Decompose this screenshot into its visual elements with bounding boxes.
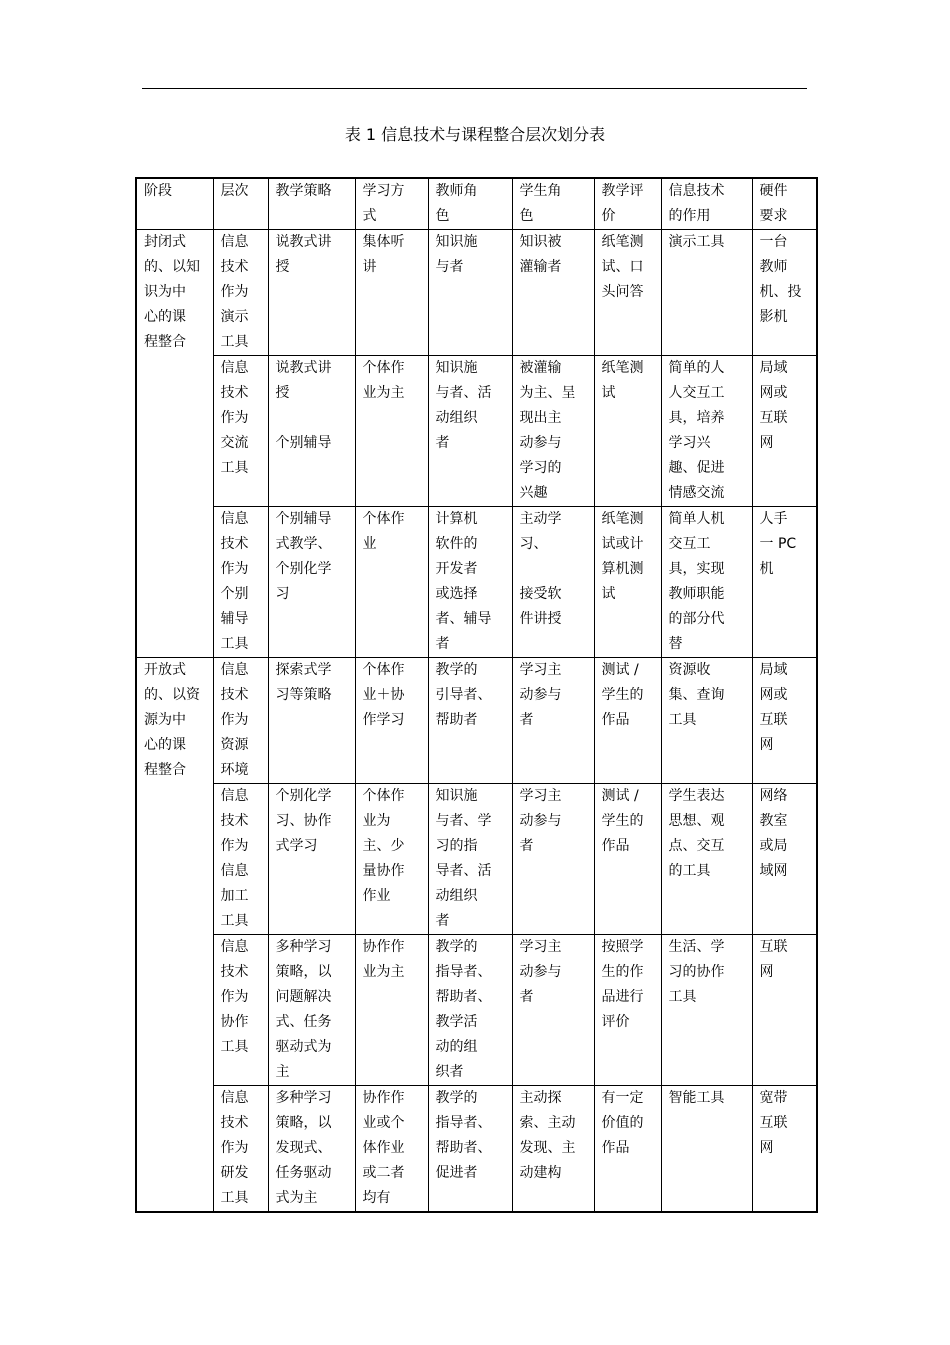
- table-cell: 教学的 引导者、 帮助者: [428, 658, 512, 784]
- table-cell: 信息 技术 作为 协作 工具: [213, 935, 268, 1086]
- header-row: [136, 178, 817, 230]
- table-cell: 多种学习 策略，以 问题解决 式、任务 驱动式为 主: [268, 935, 355, 1086]
- table-row: [136, 507, 817, 658]
- table-cell: 局域 网或 互联 网: [752, 658, 817, 784]
- column-header: 信息技术 的作用: [661, 178, 752, 230]
- table-cell: 按照学 生的作 品进行 评价: [594, 935, 661, 1086]
- table-cell: 知识施 与者: [428, 230, 512, 356]
- table-cell: 简单人机 交互工 具，实现 教师职能 的部分代 替: [661, 507, 752, 658]
- table-cell: 局域 网或 互联 网: [752, 356, 817, 507]
- table-cell: 资源收 集、查询 工具: [661, 658, 752, 784]
- table-row: [136, 658, 817, 784]
- table-cell: 学习主 动参与 者: [512, 784, 594, 935]
- table-cell: 说教式讲 授 个别辅导: [268, 356, 355, 507]
- table-cell: 集体听 讲: [355, 230, 428, 356]
- table-cell: 主动探 索、主动 发现、主 动建构: [512, 1086, 594, 1213]
- table-cell: 信息 技术 作为 演示 工具: [213, 230, 268, 356]
- table-cell: 学习主 动参与 者: [512, 935, 594, 1086]
- table-cell: 协作作 业或个 体作业 或二者 均有: [355, 1086, 428, 1213]
- table-cell: 一台 教师 机、投 影机: [752, 230, 817, 356]
- table-cell: 知识施 与者、学 习的指 导者、活 动组织 者: [428, 784, 512, 935]
- table-cell: 网络 教室 或局 域网: [752, 784, 817, 935]
- table-cell: 主动学 习、 接受软 件讲授: [512, 507, 594, 658]
- table-cell: 个体作 业为 主、少 量协作 作业: [355, 784, 428, 935]
- table-cell: 智能工具: [661, 1086, 752, 1213]
- table-cell: 生活、学 习的协作 工具: [661, 935, 752, 1086]
- column-header: 教学评 价: [594, 178, 661, 230]
- column-header: 教学策略: [268, 178, 355, 230]
- table-cell: 信息 技术 作为 信息 加工 工具: [213, 784, 268, 935]
- table-cell: 宽带 互联 网: [752, 1086, 817, 1213]
- table-cell: 信息 技术 作为 交流 工具: [213, 356, 268, 507]
- table-cell: 互联 网: [752, 935, 817, 1086]
- column-header: 阶段: [136, 178, 213, 230]
- table-cell: 信息 技术 作为 个别 辅导 工具: [213, 507, 268, 658]
- table-cell: 个别辅导 式教学、 个别化学 习: [268, 507, 355, 658]
- table-cell: 人手 一 PC 机: [752, 507, 817, 658]
- stage-cell: 封闭式 的、以知 识为中 心的课 程整合: [136, 230, 213, 658]
- table-row: [136, 935, 817, 1086]
- table-cell: 个体作 业: [355, 507, 428, 658]
- table-cell: 探索式学 习等策略: [268, 658, 355, 784]
- table-cell: 演示工具: [661, 230, 752, 356]
- table-cell: 说教式讲 授: [268, 230, 355, 356]
- table-row: [136, 1086, 817, 1213]
- table-cell: 简单的人 人交互工 具，培养 学习兴 趣、促进 情感交流: [661, 356, 752, 507]
- column-header: 学习方 式: [355, 178, 428, 230]
- column-header: 层次: [213, 178, 268, 230]
- table-cell: 有一定 价值的 作品: [594, 1086, 661, 1213]
- table-cell: 信息 技术 作为 研发 工具: [213, 1086, 268, 1213]
- table-row: [136, 230, 817, 356]
- table-cell: 测试 / 学生的 作品: [594, 784, 661, 935]
- table-cell: 教学的 指导者、 帮助者、 教学活 动的组 织者: [428, 935, 512, 1086]
- table-cell: 学习主 动参与 者: [512, 658, 594, 784]
- table-cell: 协作作 业为主: [355, 935, 428, 1086]
- table-cell: 知识施 与者、活 动组织 者: [428, 356, 512, 507]
- table-cell: 计算机 软件的 开发者 或选择 者、辅导 者: [428, 507, 512, 658]
- table-cell: 信息 技术 作为 资源 环境: [213, 658, 268, 784]
- table-cell: 测试 / 学生的 作品: [594, 658, 661, 784]
- table-cell: 知识被 灌输者: [512, 230, 594, 356]
- column-header: 学生角 色: [512, 178, 594, 230]
- table-cell: 纸笔测 试: [594, 356, 661, 507]
- column-header: 硬件 要求: [752, 178, 817, 230]
- table-cell: 纸笔测 试或计 算机测 试: [594, 507, 661, 658]
- table-cell: 教学的 指导者、 帮助者、 促进者: [428, 1086, 512, 1213]
- stage-cell: 开放式 的、以资 源为中 心的课 程整合: [136, 658, 213, 1213]
- table-cell: 个体作 业为主: [355, 356, 428, 507]
- table-cell: 纸笔测 试、口 头问答: [594, 230, 661, 356]
- table-cell: 个体作 业＋协 作学习: [355, 658, 428, 784]
- table-row: [136, 356, 817, 507]
- integration-levels-table: [135, 177, 818, 1213]
- header-rule: [142, 88, 807, 89]
- table-cell: 多种学习 策略，以 发现式、 任务驱动 式为主: [268, 1086, 355, 1213]
- table-cell: 被灌输 为主、呈 现出主 动参与 学习的 兴趣: [512, 356, 594, 507]
- table-cell: 学生表达 思想、观 点、交互 的工具: [661, 784, 752, 935]
- table-title: 表 1 信息技术与课程整合层次划分表: [344, 125, 606, 144]
- table-row: [136, 784, 817, 935]
- column-header: 教师角 色: [428, 178, 512, 230]
- table-cell: 个别化学 习、协作 式学习: [268, 784, 355, 935]
